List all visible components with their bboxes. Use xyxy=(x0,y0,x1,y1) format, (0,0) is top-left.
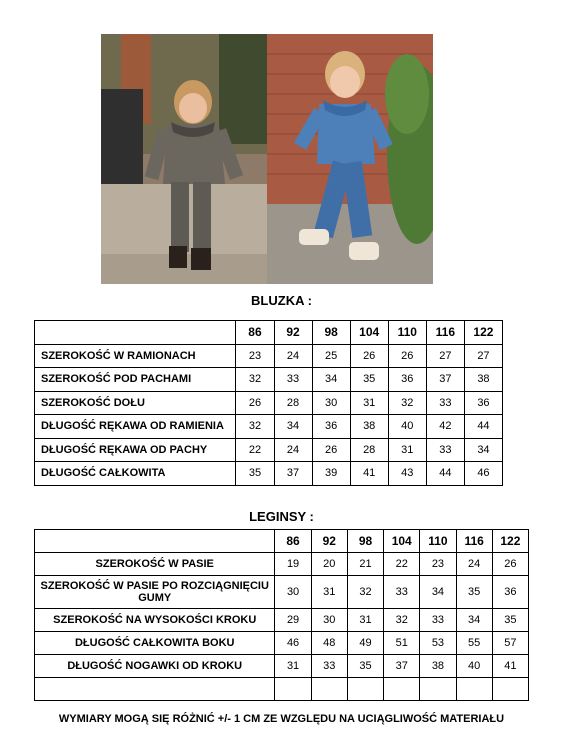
size-header: 98 xyxy=(347,530,383,553)
empty-table-row xyxy=(35,678,529,701)
value-cell: 21 xyxy=(347,553,383,576)
footer-note: WYMIARY MOGĄ SIĘ RÓŻNIĆ +/- 1 CM ZE WZGLĘDU NA UCIĄGLIWOŚĆ MATERIAŁU xyxy=(58,713,505,725)
value-cell: 35 xyxy=(492,609,528,632)
value-cell: 40 xyxy=(388,415,426,439)
value-cell: 32 xyxy=(388,391,426,415)
bluzka-size-table xyxy=(34,320,503,486)
size-header: 86 xyxy=(275,530,311,553)
value-cell: 51 xyxy=(384,632,420,655)
size-header: 116 xyxy=(426,321,464,345)
value-cell: 41 xyxy=(350,462,388,486)
value-cell: 28 xyxy=(274,391,312,415)
value-cell: 22 xyxy=(236,438,274,462)
table-row xyxy=(35,576,529,609)
leginsy-title: LEGINSY : xyxy=(249,509,314,524)
value-cell: 30 xyxy=(311,609,347,632)
value-cell: 31 xyxy=(388,438,426,462)
size-header: 92 xyxy=(274,321,312,345)
value-cell: 53 xyxy=(420,632,456,655)
value-cell: 33 xyxy=(426,391,464,415)
row-label: SZEROKOŚĆ POD PACHAMI xyxy=(35,368,236,392)
table-corner-cell xyxy=(35,530,275,553)
value-cell: 25 xyxy=(312,344,350,368)
value-cell: 20 xyxy=(311,553,347,576)
table-row xyxy=(35,553,529,576)
value-cell: 39 xyxy=(312,462,350,486)
value-cell: 34 xyxy=(274,415,312,439)
table-row xyxy=(35,391,503,415)
empty-cell xyxy=(420,678,456,701)
value-cell: 34 xyxy=(312,368,350,392)
empty-cell xyxy=(347,678,383,701)
table-row xyxy=(35,655,529,678)
size-header: 86 xyxy=(236,321,274,345)
table-row xyxy=(35,462,503,486)
value-cell: 55 xyxy=(456,632,492,655)
photo-girl-blue-outfit xyxy=(267,34,433,284)
value-cell: 26 xyxy=(236,391,274,415)
size-header: 122 xyxy=(464,321,502,345)
table-header-row xyxy=(35,321,503,345)
value-cell: 35 xyxy=(236,462,274,486)
value-cell: 35 xyxy=(456,576,492,609)
value-cell: 26 xyxy=(350,344,388,368)
value-cell: 37 xyxy=(384,655,420,678)
table-row xyxy=(35,344,503,368)
value-cell: 30 xyxy=(312,391,350,415)
value-cell: 23 xyxy=(420,553,456,576)
value-cell: 24 xyxy=(456,553,492,576)
value-cell: 44 xyxy=(464,415,502,439)
value-cell: 27 xyxy=(426,344,464,368)
value-cell: 41 xyxy=(492,655,528,678)
empty-cell xyxy=(456,678,492,701)
value-cell: 31 xyxy=(347,609,383,632)
value-cell: 33 xyxy=(426,438,464,462)
value-cell: 36 xyxy=(388,368,426,392)
value-cell: 30 xyxy=(275,576,311,609)
value-cell: 33 xyxy=(274,368,312,392)
value-cell: 29 xyxy=(275,609,311,632)
value-cell: 31 xyxy=(350,391,388,415)
value-cell: 36 xyxy=(312,415,350,439)
row-label: SZEROKOŚĆ W PASIE xyxy=(35,553,275,576)
value-cell: 32 xyxy=(347,576,383,609)
value-cell: 46 xyxy=(464,462,502,486)
row-label: SZEROKOŚĆ NA WYSOKOŚCI KROKU xyxy=(35,609,275,632)
value-cell: 38 xyxy=(350,415,388,439)
value-cell: 38 xyxy=(420,655,456,678)
row-label: SZEROKOŚĆ W RAMIONACH xyxy=(35,344,236,368)
table-row xyxy=(35,415,503,439)
value-cell: 40 xyxy=(456,655,492,678)
value-cell: 43 xyxy=(388,462,426,486)
value-cell: 37 xyxy=(274,462,312,486)
table-row xyxy=(35,368,503,392)
table-row xyxy=(35,438,503,462)
value-cell: 26 xyxy=(312,438,350,462)
value-cell: 33 xyxy=(420,609,456,632)
value-cell: 46 xyxy=(275,632,311,655)
value-cell: 31 xyxy=(275,655,311,678)
table-corner-cell xyxy=(35,321,236,345)
value-cell: 36 xyxy=(464,391,502,415)
value-cell: 35 xyxy=(347,655,383,678)
size-header: 122 xyxy=(492,530,528,553)
value-cell: 26 xyxy=(388,344,426,368)
row-label: DŁUGOŚĆ RĘKAWA OD PACHY xyxy=(35,438,236,462)
value-cell: 32 xyxy=(236,368,274,392)
size-header: 110 xyxy=(420,530,456,553)
empty-cell xyxy=(35,678,275,701)
value-cell: 42 xyxy=(426,415,464,439)
value-cell: 26 xyxy=(492,553,528,576)
size-header: 92 xyxy=(311,530,347,553)
empty-cell xyxy=(492,678,528,701)
empty-cell xyxy=(275,678,311,701)
empty-cell xyxy=(384,678,420,701)
value-cell: 28 xyxy=(350,438,388,462)
value-cell: 27 xyxy=(464,344,502,368)
row-label: DŁUGOŚĆ NOGAWKI OD KROKU xyxy=(35,655,275,678)
value-cell: 24 xyxy=(274,344,312,368)
table-row xyxy=(35,632,529,655)
value-cell: 49 xyxy=(347,632,383,655)
value-cell: 34 xyxy=(420,576,456,609)
value-cell: 34 xyxy=(456,609,492,632)
value-cell: 24 xyxy=(274,438,312,462)
value-cell: 32 xyxy=(236,415,274,439)
value-cell: 33 xyxy=(384,576,420,609)
empty-cell xyxy=(311,678,347,701)
row-label: DŁUGOŚĆ CAŁKOWITA xyxy=(35,462,236,486)
value-cell: 57 xyxy=(492,632,528,655)
leginsy-size-table xyxy=(34,529,529,701)
value-cell: 31 xyxy=(311,576,347,609)
value-cell: 34 xyxy=(464,438,502,462)
value-cell: 44 xyxy=(426,462,464,486)
size-header: 104 xyxy=(384,530,420,553)
photo-girl-grey-outfit xyxy=(101,34,267,284)
size-header: 98 xyxy=(312,321,350,345)
row-label: DŁUGOŚĆ RĘKAWA OD RAMIENIA xyxy=(35,415,236,439)
value-cell: 48 xyxy=(311,632,347,655)
value-cell: 35 xyxy=(350,368,388,392)
value-cell: 19 xyxy=(275,553,311,576)
size-header: 104 xyxy=(350,321,388,345)
value-cell: 36 xyxy=(492,576,528,609)
value-cell: 32 xyxy=(384,609,420,632)
table-header-row xyxy=(35,530,529,553)
table-row xyxy=(35,609,529,632)
row-label: DŁUGOŚĆ CAŁKOWITA BOKU xyxy=(35,632,275,655)
row-label: SZEROKOŚĆ DOŁU xyxy=(35,391,236,415)
value-cell: 33 xyxy=(311,655,347,678)
bluzka-title: BLUZKA : xyxy=(251,293,312,308)
row-label: SZEROKOŚĆ W PASIE PO ROZCIĄGNIĘCIU GUMY xyxy=(35,576,275,609)
size-header: 110 xyxy=(388,321,426,345)
value-cell: 37 xyxy=(426,368,464,392)
size-header: 116 xyxy=(456,530,492,553)
value-cell: 22 xyxy=(384,553,420,576)
value-cell: 23 xyxy=(236,344,274,368)
value-cell: 38 xyxy=(464,368,502,392)
